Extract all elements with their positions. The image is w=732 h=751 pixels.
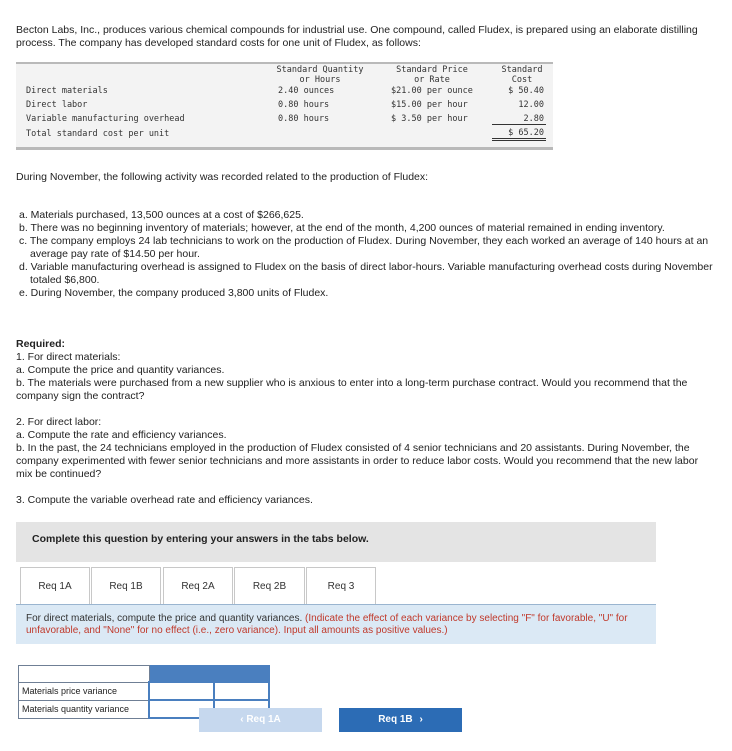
header-empty bbox=[19, 666, 150, 683]
required-q2a: a. Compute the rate and efficiency variances. bbox=[16, 429, 227, 441]
required-q2: 2. For direct labor: bbox=[16, 416, 102, 428]
row-label-direct-materials: Direct materials bbox=[26, 86, 108, 96]
required-heading: Required: bbox=[16, 338, 66, 350]
row-label-total: Total standard cost per unit bbox=[26, 129, 170, 139]
tab-req-3[interactable]: Req 3 bbox=[306, 567, 376, 604]
cell-cost: 2.80 bbox=[492, 114, 546, 125]
header-amount bbox=[149, 666, 214, 683]
list-item: b. There was no beginning inventory of materials; however, at the end of the month, 4,200 ounces of material remained in ending inventory. bbox=[19, 222, 665, 234]
tab-req-1a[interactable]: Req 1A bbox=[20, 567, 90, 604]
activity-intro: During November, the following activity was recorded related to the production of Fludex: bbox=[16, 171, 429, 183]
tab-req-2a[interactable]: Req 2A bbox=[163, 567, 233, 604]
tab-req-2b[interactable]: Req 2B bbox=[234, 567, 305, 604]
table-header-row bbox=[19, 666, 270, 683]
header-standard-quantity: Standard Quantity or Hours bbox=[276, 65, 364, 85]
instruction-box bbox=[16, 604, 656, 644]
cell-qty: 0.80 hours bbox=[278, 114, 330, 124]
activity-list bbox=[19, 209, 719, 300]
next-req-button[interactable]: Req 1B › bbox=[339, 708, 462, 732]
price-variance-amount-cell[interactable] bbox=[149, 682, 214, 700]
cell-price: $15.00 per hour bbox=[391, 100, 468, 110]
required-q3: 3. Compute the variable overhead rate and efficiency variances. bbox=[16, 494, 313, 506]
instruction-note: (Indicate the effect of each variance by selecting "F" for favorable, "U" for unfavorable, and "None" for no effect (i.e., zero variance). Input all amounts as positive values.) bbox=[26, 613, 628, 636]
required-section bbox=[16, 338, 716, 507]
row-label-direct-labor: Direct labor bbox=[26, 100, 88, 110]
list-item: d. Variable manufacturing overhead is assigned to Fludex on the basis of direct labor-hours. Variable manufacturing overhead costs during November totaled $6,800. bbox=[19, 261, 713, 286]
tab-req-1b[interactable]: Req 1B bbox=[91, 567, 161, 604]
standard-cost-table bbox=[16, 62, 553, 150]
price-variance-effect-select[interactable] bbox=[215, 683, 272, 699]
header-effect bbox=[214, 666, 269, 683]
instruction-main: For direct materials, compute the price and quantity variances. bbox=[26, 613, 303, 624]
cell-total-cost: $ 65.20 bbox=[492, 128, 546, 141]
list-item: e. During November, the company produced 3,800 units of Fludex. bbox=[19, 287, 329, 299]
table-row bbox=[19, 682, 270, 700]
cell-qty: 2.40 ounces bbox=[278, 86, 335, 96]
required-q1a: a. Compute the price and quantity variances. bbox=[16, 364, 225, 376]
price-variance-amount-input[interactable] bbox=[150, 683, 217, 699]
row-label-quantity-variance: Materials quantity variance bbox=[19, 700, 150, 718]
required-q2b: b. In the past, the 24 technicians employed in the production of Fludex consisted of 4 senior technicians and 20 assistants. During November, the company experimented with fewer senior technicians and more assistants in order to reduce labor costs. Would you recommend that the new labor mix be continued? bbox=[16, 442, 699, 480]
cell-cost: 12.00 bbox=[518, 100, 544, 110]
row-label-price-variance: Materials price variance bbox=[19, 682, 150, 700]
row-label-variable-overhead: Variable manufacturing overhead bbox=[26, 114, 185, 124]
chevron-right-icon: › bbox=[419, 714, 423, 725]
header-standard-cost: Standard Cost bbox=[501, 65, 543, 85]
problem-intro: Becton Labs, Inc., produces various chemical compounds for industrial use. One compound, called Fludex, is prepared using an elaborate distilling process. The company has developed standard costs for one unit of Fludex, as follows: bbox=[16, 24, 698, 49]
prev-req-button[interactable]: ‹ Req 1A bbox=[199, 708, 322, 732]
cell-cost: $ 50.40 bbox=[508, 86, 544, 96]
list-item: a. Materials purchased, 13,500 ounces at a cost of $266,625. bbox=[19, 209, 304, 221]
required-q1: 1. For direct materials: bbox=[16, 351, 121, 363]
required-q1b: b. The materials were purchased from a new supplier who is anxious to enter into a long-term purchase contract. Would you recommend that the company sign the contract? bbox=[16, 377, 688, 402]
cell-qty: 0.80 hours bbox=[278, 100, 330, 110]
chevron-left-icon: ‹ bbox=[240, 714, 244, 725]
complete-banner: Complete this question by entering your answers in the tabs below. bbox=[16, 522, 656, 562]
cell-price: $ 3.50 per hour bbox=[391, 114, 468, 124]
cell-price: $21.00 per ounce bbox=[391, 86, 473, 96]
header-standard-price: Standard Price or Rate bbox=[396, 65, 468, 85]
list-item: c. The company employs 24 lab technicians to work on the production of Fludex. During November, they each worked an average of 140 hours at an average pay rate of $14.50 per hour. bbox=[19, 235, 709, 260]
price-variance-effect-cell[interactable] bbox=[214, 682, 269, 700]
